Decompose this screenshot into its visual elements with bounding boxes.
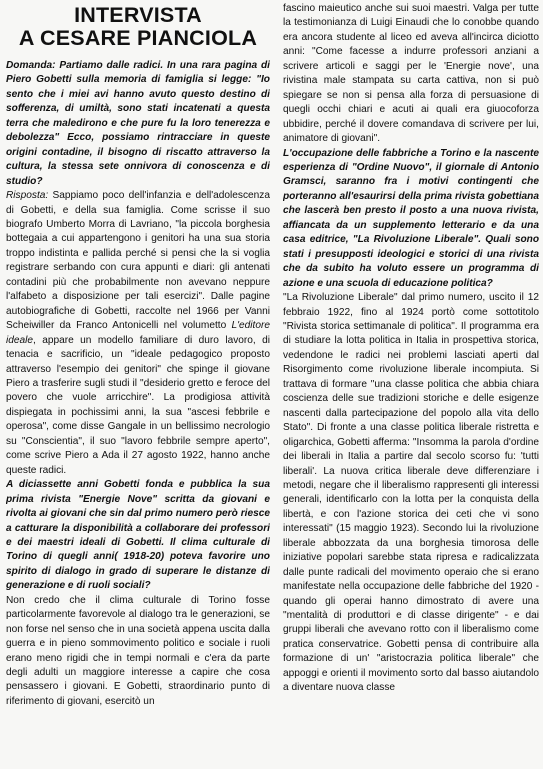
question-2: A diciassette anni Gobetti fonda e pubblica la sua prima rivista "Energie Nove" scritta da giovani e rivolta ai giovani che sin dal primo numero però riesce a catturare la disponibilità a collaborare dei professori e dei maestri ideali di Gobetti. Il clima culturale di Torino di quegli anni( 1918-20) poteva favorire uno spirito di dialogo in grado di superare le distanze di generazione e di ruoli sociali? — [6, 479, 270, 592]
answer-2: Non credo che il clima culturale di Torino fosse particolarmente favorevole al dialogo tra le generazioni, se non forse nel senso che in una società appena uscita dalla guerra e in pieno sommovimento politico e sociale i ruoli erano meno rigidi che in tempi normali e c'era da parte degli adulti un maggiore interesse a capire che cosa pensassero i giovani. E Gobetti, straordinario punto di riferimento di giovani, esercitò un — [6, 594, 270, 707]
right-column — [283, 2, 539, 767]
left-column — [6, 2, 270, 767]
answer-1-text-a: Sappiamo poco dell'infanzia e dell'adolescenza di Gobetti, e della sua famiglia. Come scrisse il suo biografo Umberto Morra di Lavriano, "la piccola borghesia bottegaia a cui appartengono i genitori ha una sua storia troppo indistinta e pallida perché si pensi che la si voglia registrare serbando con cura appunti e diari: gli antenati contadini più che probabilmente non avevano neppure l'alfabeto a disposizione per tali esercizi". Dalle pagine autobiografiche di Gobetti, raccolte nel 1966 per Vanni Scheiwiller da Franco Antonicelli nel volumetto — [6, 190, 270, 332]
answer-3: "La Rivoluzione Liberale" dal primo numero, uscito il 12 febbraio 1922, fino al 1924 portò come sottotitolo "Rivista storica settimanale di politica". Il programma era di studiare la lotta politica in Italia in prospettiva storica, vedendone le radici nei problemi lasciati aperti dal Risorgimento come rivoluzione liberale incompiuta. Si trattava di formare "una classe politica che abbia chiara coscienza delle sue tradizioni storiche e delle esigenze nascenti dalla partecipazione del popolo alla vita dello Stato". Di fronte a una classe politica liberale ristretta e oligarchica, Gobetti afferma: "Insomma la parola d'ordine dei liberali in Italia a partire dal secolo scorso fu: 'tutti liberali'. La nuova critica liberale deve differenziare i metodi, negare che il liberalismo rappresenti gli interessi generali, identificarlo con la lotta per la conquista della libertà, e con l'azione storica dei ceti che vi sono interessati" (15 maggio 1923). Secondo lui la rivoluzione liberale abbozzata da una borghesia timorosa delle iniziative popolari sarebbe stata ripresa e radicalizzata dalle punte radicali del movimento operaio che si erano manifestate nella occupazione delle fabbriche del 1920 - quando gli operai hanno dimostrato di avere una "mentalità di produttori e di classe dirigente" - e dai gruppi liberali che avevano rotto con il liberalismo come pratica conservatrice. Gobetti pensa di contribuire alla formazione di un' "aristocrazia politica liberale" che appoggi e orienti il movimento sorto dal basso aiutandolo a diventare nuova classe — [283, 292, 539, 694]
question-1: Domanda: Partiamo dalle radici. In una rara pagina di Piero Gobetti sulla memoria di famiglia si legge: "Io sento che i miei avi hanno avuto questo destino di sofferenza, di umiltà, sono stati incatenati a questa terra che maledirono e che pure fu la loro tenerezza e debolezza" Ecco, possiamo rintracciare in queste origini contadine, il bisogno di riscatto attraverso la cultura, la stessa sete onnivora di conoscenza e di studio? — [6, 60, 270, 187]
title-line-2: A CESARE PIANCIOLA — [18, 26, 258, 50]
article-title — [6, 4, 270, 50]
question-3: L'occupazione delle fabbriche a Torino e la nascente esperienza di "Ordine Nuovo", il giornale di Antonio Gramsci, saranno fra i motivi contingenti che porteranno all'esaurirsi della prima rivista gobettiana che lascerà ben presto il posto a una nuova rivista, affiancata da un supplemento letterario e da una casa editrice, "La Rivoluzione Liberale". Quali sono stati i presupposti ideologici e storici di una rivista che da subito ha voluto essere un programma di azione e una scuola di educazione politica? — [283, 147, 539, 289]
answer-2-continued: fascino maieutico anche sui suoi maestri. Valga per tutte la testimonianza di Luigi Einaudi che lo conobbe quando era ancora studente al liceo ed aveva all'incirca diciotto anni: "Come facesse a indurre professori anziani a scrivere articoli e saggi per le 'Energie nove', una rivistina male stampata su carta cattiva, non si può spiegare se non si pensa alla forza di persuasione di quegli occhi chiari e acuti ai quali era giuocoforza ubbidire, perché il dovere comandava di scrivere per lui, animatore di giovani". — [283, 3, 539, 145]
article-page — [6, 2, 539, 767]
title-line-1: INTERVISTA — [74, 3, 202, 27]
book-title: L'editore ideale — [6, 320, 270, 346]
answer-1-text-b: , appare un modello familiare di duro lavoro, di tenacia e sacrificio, un "ideale pedagogico proposto attraverso l'esempio dei genitori" che spinge il giovane Piero a trasferire sugli studi il "desiderio gretto e feroce del povero che vuole arricchire". La prodigiosa attività dispiegata in pochissimi anni, la sua "ascesi febbrile e operosa", come disse Gangale in un bellissimo necrologio su "Conscientia", il suo "lavoro febbrile sempre aperto", come scrive Piero a Ada il 27 agosto 1922, hanno anche queste radici. — [6, 334, 270, 476]
answer-label: Risposta: — [6, 190, 49, 202]
answer-1 — [6, 189, 270, 478]
